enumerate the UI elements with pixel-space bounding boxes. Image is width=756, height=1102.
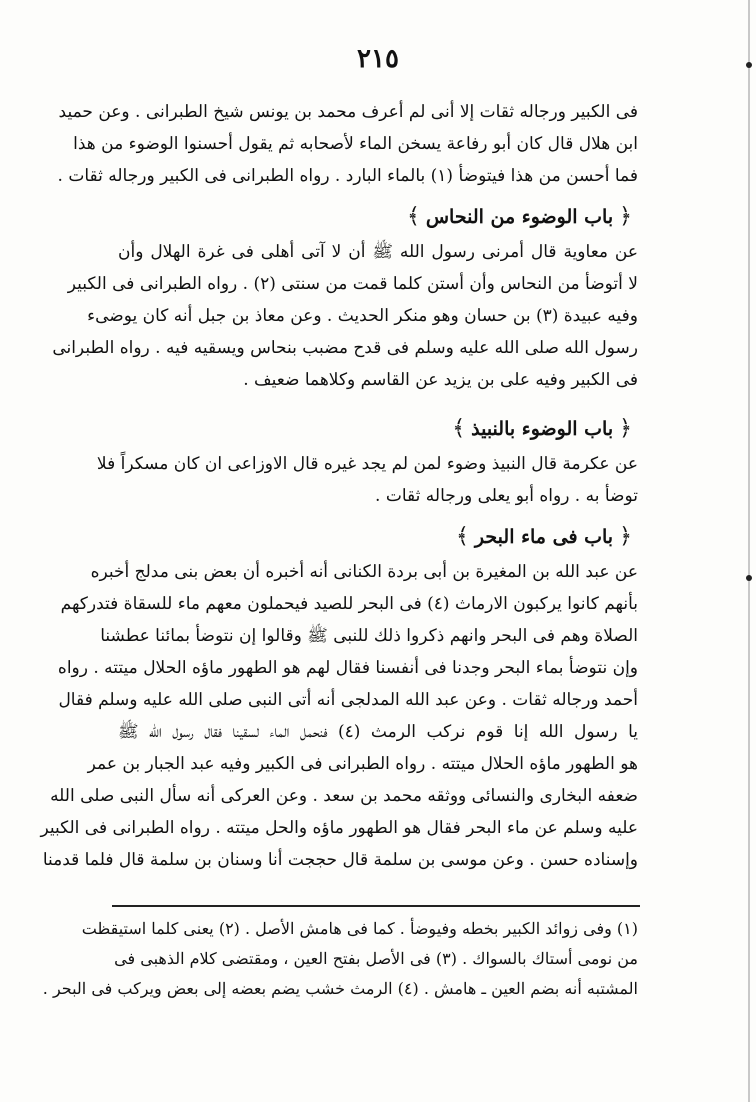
text-line: عليه وسلم عن ماء البحر فقال هو الطهور ماؤه والحل ميتته . رواه الطبرانى فى الكبير — [40, 818, 638, 838]
section-heading — [118, 198, 638, 236]
text-line: ابن هلال قال كان أبو رفاعة يسخن الماء لأصحابه ثم يقول أحسنوا الوضوء من هذا — [73, 134, 638, 154]
text-line: فى الكبير وفيه على بن يزيد عن القاسم وكلاهما ضعيف . — [243, 370, 638, 390]
heading-ornament-open: ﴿ — [619, 416, 632, 441]
text-line: عن عكرمة قال النبيذ وضوء لمن لم يجد غيره قال الاوزاعى ان كان مسكراً فلا — [96, 454, 638, 474]
heading-text: باب الوضوء من النحاس — [425, 206, 614, 228]
text-line: بأنهم كانوا يركبون الارماث (٤) فى البحر للصيد فيحملون معهم ماء للسقاة فتدركهم — [60, 594, 638, 614]
heading-ornament-close: ﴾ — [456, 524, 469, 549]
text-line: عن معاوية قال أمرنى رسول الله ﷺ أن لا آتى أهلى فى غرة الهلال وأن — [118, 242, 638, 262]
text-line: رسول الله صلى الله عليه وسلم فى قدح مضبب بنحاس ويسقيه فيه . رواه الطبرانى — [52, 338, 638, 358]
text-line: أحمد ورجاله ثقات . وعن عبد الله المدلجى أنه أتى النبى صلى الله عليه وسلم فقال — [58, 690, 638, 710]
text-line: لا أتوضأ من النحاس وأن أستن كلما قمت من سنتى (٢) . رواه الطبرانى فى الكبير — [67, 274, 638, 294]
copper-section — [52, 198, 638, 396]
text-line: يا رسول الله إنا قوم نركب الرمث (٤) فنحمل الماء لسقينا فقال رسول الله ﷺ — [118, 722, 638, 742]
sea-section — [40, 518, 638, 876]
scan-edge — [748, 0, 750, 1102]
heading-text: باب الوضوء بالنبيذ — [471, 418, 614, 440]
text-line: فما أحسن من هذا فيتوضأ (١) بالماء البارد . رواه الطبرانى فى الكبير ورجاله ثقات . — [57, 166, 638, 186]
footnote-divider — [112, 905, 640, 907]
section-heading — [118, 410, 638, 448]
heading-ornament-close: ﴾ — [406, 204, 420, 229]
text-line: فى الكبير ورجاله ثقات إلا أنى لم أعرف محمد بن يونس شيخ الطبرانى . وعن حميد — [58, 102, 638, 122]
text-line: وفيه عبيدة (٣) بن حسان وهو منكر الحديث . وعن معاذ بن جبل أنه كان يوضىء — [87, 306, 638, 326]
heading-ornament-open: ﴿ — [619, 204, 632, 229]
footnote-line: من نومى أستاك بالسواك . (٣) فى الأصل بفتح العين ، ومقتضى كلام الذهبى فى — [114, 949, 638, 968]
text-line: توضأ به . رواه أبو يعلى ورجاله ثقات . — [375, 486, 638, 506]
text-line: وإن نتوضأ بماء البحر وجدنا فى أنفسنا فقال لهم هو الطهور ماؤه الحلال ميتته . رواه — [57, 658, 638, 678]
heading-text: باب فى ماء البحر — [474, 526, 614, 548]
text-line: عن عبد الله بن المغيرة بن أبى بردة الكنانى أنه أخبره أن بعض بنى مدلج أخبره — [90, 562, 638, 582]
footnote-line: (١) وفى زوائد الكبير بخطه وفيوضأ . كما فى هامش الأصل . (٢) يعنى كلما استيقظت — [81, 919, 638, 938]
section-heading — [118, 518, 638, 556]
heading-ornament-close: ﴾ — [452, 416, 466, 441]
page-number: ٢١٥ — [357, 44, 399, 74]
text-line: ضعفه البخارى والنسائى ووثقه محمد بن سعد . وعن العركى أنه سأل النبى صلى الله — [50, 786, 638, 806]
footnote-line: المشتبه أنه بضم العين ـ هامش . (٤) الرمث خشب يضم بعضه إلى بعض ويركب فى البحر . — [42, 979, 638, 998]
footnotes — [42, 914, 638, 1004]
nabidh-section — [96, 410, 638, 512]
text-line: وإسناده حسن . وعن موسى بن سلمة قال حججت أنا وسنان بن سلمة قال فلما قدمنا — [42, 850, 638, 870]
heading-ornament-open: ﴿ — [619, 524, 632, 549]
intro-paragraph — [57, 96, 638, 192]
text-line: هو الطهور ماؤه الحلال ميتته . رواه الطبرانى فى الكبير وفيه عبد الجبار بن عمر — [87, 754, 638, 774]
edge-speck — [746, 575, 752, 581]
text-line: الصلاة وهم فى البحر وانهم ذكروا ذلك للنبى ﷺ وقالوا إن نتوضأ بمائنا عطشنا — [100, 626, 638, 646]
